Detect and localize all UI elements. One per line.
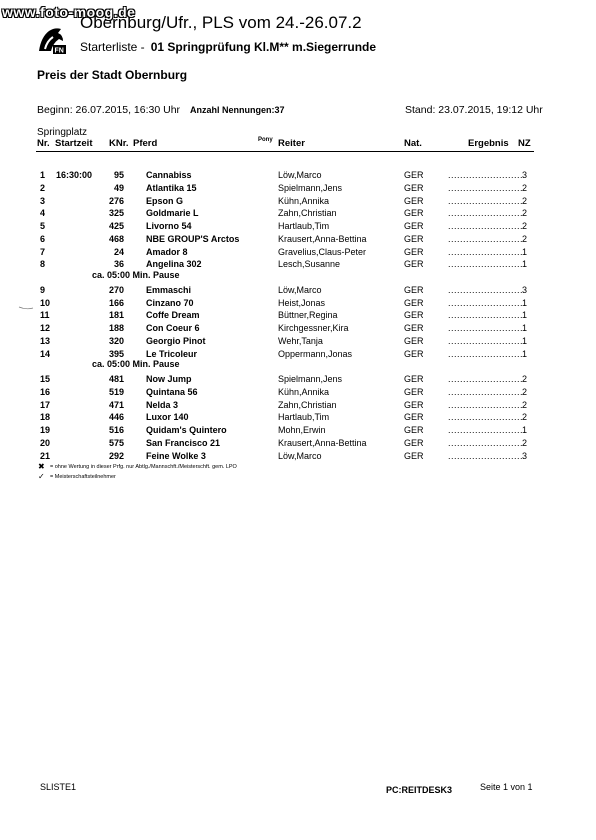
row-rider: Kühn,Annika: [278, 195, 330, 206]
row-horse: Nelda 3: [146, 399, 179, 410]
row-number: 11: [40, 310, 50, 321]
row-horse: Quidam's Quintero: [146, 425, 227, 435]
row-horse: Epson G: [146, 195, 184, 206]
row-horse: Atlantika 15: [146, 182, 197, 193]
table-row: [0, 247, 596, 260]
row-number: 16: [40, 386, 51, 397]
row-horse: Cannabiss: [146, 170, 192, 180]
row-rider: Löw,Marco: [278, 170, 322, 180]
header-divider: [36, 151, 534, 152]
row-horse-number: 395: [108, 348, 124, 359]
row-rider: Oppermann,Jonas: [278, 348, 353, 359]
row-horse-number: 425: [108, 221, 124, 231]
row-horse: Coffe Dream: [146, 310, 200, 321]
row-result: .........................: [448, 233, 524, 244]
row-nz: 3: [522, 450, 528, 461]
row-nation: GER: [404, 348, 424, 359]
row-nation: GER: [404, 374, 424, 384]
table-row: [0, 425, 596, 438]
row-number: 1: [40, 170, 46, 180]
row-result: .........................: [448, 386, 524, 397]
table-row: [0, 310, 596, 323]
row-horse: Con Coeur 6: [146, 323, 200, 333]
row-nation: GER: [404, 323, 424, 333]
row-horse: Georgio Pinot: [146, 335, 206, 346]
row-horse: Emmaschi: [146, 284, 192, 295]
cross-icon: ✖: [38, 462, 45, 471]
table-row: [0, 323, 596, 336]
row-nation: GER: [404, 284, 424, 295]
row-horse: Angelina 302: [146, 259, 202, 270]
row-nz: 2: [522, 386, 528, 397]
row-horse-number: 166: [108, 297, 124, 308]
row-horse-number: 49: [113, 182, 124, 193]
row-rider: Wehr,Tanja: [278, 335, 323, 346]
row-nz: 1: [522, 335, 528, 346]
list-label: Starterliste -: [80, 40, 145, 54]
logo-text: FN: [54, 47, 64, 55]
row-number: 5: [40, 221, 46, 231]
row-nz: 1: [522, 425, 528, 435]
row-rider: Löw,Marco: [278, 450, 322, 461]
row-number: 13: [40, 335, 51, 346]
row-horse: Cinzano 70: [146, 297, 194, 308]
row-nz: 1: [522, 246, 528, 257]
row-result: .........................: [448, 208, 524, 219]
row-horse: Quintana 56: [146, 386, 198, 397]
row-horse: NBE GROUP'S Arctos: [146, 233, 240, 244]
col-header-result: Ergebnis: [468, 138, 509, 149]
row-number: 20: [40, 437, 51, 448]
row-number: 4: [40, 208, 46, 219]
col-header-horse: Pferd: [133, 138, 158, 149]
row-rider: Mohn,Erwin: [278, 425, 326, 435]
table-row: [0, 170, 596, 183]
row-horse: Feine Wolke 3: [146, 450, 206, 461]
row-horse-number: 181: [108, 310, 124, 321]
table-row: [0, 336, 596, 349]
row-number: 15: [40, 374, 51, 384]
row-horse: Le Tricoleur: [146, 348, 198, 359]
table-row: [0, 196, 596, 209]
row-nation: GER: [404, 425, 424, 435]
entries-count: Anzahl Nennungen:37: [190, 105, 285, 115]
row-nz: 1: [522, 310, 528, 321]
row-result: .........................: [448, 195, 524, 206]
table-row: [0, 234, 596, 247]
row-nation: GER: [404, 259, 424, 270]
row-rider: Krausert,Anna-Bettina: [278, 437, 367, 448]
row-horse-number: 516: [108, 425, 124, 435]
table-row: [0, 221, 596, 234]
row-horse-number: 276: [108, 195, 124, 206]
row-nation: GER: [404, 233, 424, 244]
row-horse-number: 519: [108, 386, 124, 397]
row-number: 7: [40, 246, 46, 257]
row-result: .........................: [448, 412, 524, 423]
row-horse-number: 575: [108, 437, 124, 448]
legend-no-rating: [38, 462, 237, 471]
row-nation: GER: [404, 450, 424, 461]
row-nation: GER: [404, 221, 424, 231]
pause-note: ca. 05:00 Min. Pause: [92, 270, 180, 280]
table-row: [0, 438, 596, 451]
table-row: [0, 208, 596, 221]
row-nz: 1: [522, 323, 528, 333]
scan-mark: [18, 306, 34, 310]
row-nz: 2: [522, 399, 528, 410]
row-number: 21: [40, 450, 51, 461]
row-horse-number: 36: [113, 259, 124, 270]
row-horse: Luxor 140: [146, 412, 189, 423]
row-nz: 2: [522, 208, 528, 219]
row-nz: 2: [522, 412, 528, 423]
row-result: .........................: [448, 170, 524, 180]
row-rider: Heist,Jonas: [278, 297, 326, 308]
row-number: 12: [40, 323, 51, 333]
row-nz: 1: [522, 348, 528, 359]
col-header-time: Startzeit: [55, 138, 93, 149]
watermark: www.foto-moog.de: [2, 4, 136, 20]
checkmark-icon: ✓: [38, 472, 45, 481]
row-horse-number: 188: [108, 323, 124, 333]
row-nation: GER: [404, 170, 424, 180]
row-rider: Hartlaub,Tim: [278, 412, 330, 423]
col-header-nat: Nat.: [404, 138, 422, 149]
row-number: 18: [40, 412, 51, 423]
pause-note: ca. 05:00 Min. Pause: [92, 359, 180, 370]
table-row: [0, 400, 596, 413]
event-title: Obernburg/Ufr., PLS vom 24.-26.07.2: [80, 13, 362, 32]
row-nation: GER: [404, 246, 424, 257]
row-nz: 1: [522, 297, 528, 308]
row-result: .........................: [448, 348, 524, 359]
row-horse-number: 292: [108, 450, 124, 461]
row-horse: Livorno 54: [146, 221, 192, 231]
row-horse-number: 446: [108, 412, 124, 423]
competition-title: 01 Springprüfung Kl.M** m.Siegerrunde: [150, 40, 377, 54]
row-number: 3: [40, 195, 46, 206]
table-row: [0, 259, 596, 272]
row-result: .........................: [448, 297, 524, 308]
row-nation: GER: [404, 195, 424, 206]
row-horse: Amador 8: [146, 246, 188, 257]
table-row: [0, 374, 596, 387]
row-nz: 2: [522, 374, 528, 384]
row-nation: GER: [404, 412, 424, 423]
stand-date: Stand: 23.07.2015, 19:12 Uhr: [405, 104, 543, 116]
row-rider: Lesch,Susanne: [278, 259, 341, 270]
row-nz: 2: [522, 437, 528, 448]
row-nation: GER: [404, 182, 424, 193]
row-horse-number: 95: [113, 170, 124, 180]
row-horse-number: 24: [113, 246, 124, 257]
row-rider: Gravelius,Claus-Peter: [278, 246, 367, 257]
row-rider: Büttner,Regina: [278, 310, 338, 321]
table-row: [0, 349, 596, 362]
row-result: .........................: [448, 221, 524, 231]
row-horse-number: 468: [108, 233, 124, 244]
row-rider: Zahn,Christian: [278, 208, 337, 219]
row-result: .........................: [448, 182, 524, 193]
table-row: [0, 387, 596, 400]
table-row: [0, 285, 596, 298]
table-row: [0, 298, 596, 311]
row-result: .........................: [448, 399, 524, 410]
footer-page-number: Seite 1 von 1: [480, 782, 533, 792]
footer-pc-name: PC:REITDESK3: [386, 785, 453, 795]
col-header-rider: Reiter: [278, 138, 305, 149]
row-result: .........................: [448, 425, 524, 435]
row-nation: GER: [404, 208, 424, 219]
row-horse: San Francisco 21: [146, 437, 221, 448]
row-result: .........................: [448, 335, 524, 346]
row-nation: GER: [404, 335, 424, 346]
row-nz: 1: [522, 259, 528, 270]
row-result: .........................: [448, 246, 524, 257]
row-nation: GER: [404, 310, 424, 321]
col-header-nr: Nr.: [37, 138, 50, 149]
row-rider: Spielmann,Jens: [278, 182, 343, 193]
row-result: .........................: [448, 374, 524, 384]
row-number: 2: [40, 182, 46, 193]
list-title: [80, 40, 376, 54]
row-result: .........................: [448, 284, 524, 295]
row-nz: 2: [522, 233, 528, 244]
footer-list-id: SLISTE1: [40, 782, 77, 792]
venue-label: Springplatz: [37, 127, 88, 138]
col-header-knr: KNr.: [109, 138, 129, 149]
row-result: .........................: [448, 310, 524, 321]
row-result: .........................: [448, 323, 524, 333]
row-result: .........................: [448, 437, 524, 448]
row-horse-number: 325: [108, 208, 124, 219]
row-horse-number: 481: [108, 374, 124, 384]
row-rider: Krausert,Anna-Bettina: [278, 233, 367, 244]
row-nz: 3: [522, 170, 528, 180]
legend-championship-text: = Meisterschaftsteilnehmer: [50, 473, 116, 480]
row-result: .........................: [448, 259, 524, 270]
table-row: [0, 183, 596, 196]
row-nation: GER: [404, 437, 424, 448]
row-horse-number: 471: [108, 399, 124, 410]
col-header-nz: NZ: [518, 138, 531, 149]
row-horse: Goldmarie L: [146, 208, 199, 219]
row-nz: 2: [522, 182, 528, 193]
row-nz: 3: [522, 284, 528, 295]
row-number: 19: [40, 425, 51, 435]
row-nation: GER: [404, 297, 424, 308]
row-nation: GER: [404, 386, 424, 397]
row-nz: 2: [522, 221, 528, 231]
legend-championship: [38, 472, 116, 481]
fn-horse-logo-icon: [37, 23, 67, 55]
row-number: 8: [40, 259, 46, 270]
row-rider: Löw,Marco: [278, 284, 322, 295]
row-number: 6: [40, 233, 46, 244]
row-start-time: 16:30:00: [56, 170, 93, 180]
row-rider: Zahn,Christian: [278, 399, 337, 410]
row-rider: Spielmann,Jens: [278, 374, 343, 384]
row-rider: Kirchgessner,Kira: [278, 323, 349, 333]
table-row: [0, 412, 596, 425]
row-number: 10: [40, 297, 51, 308]
row-number: 9: [40, 284, 46, 295]
prize-title: Preis der Stadt Obernburg: [37, 68, 188, 82]
row-rider: Hartlaub,Tim: [278, 221, 330, 231]
col-header-pony: Pony: [258, 137, 273, 143]
row-number: 17: [40, 399, 51, 410]
row-rider: Kühn,Annika: [278, 386, 330, 397]
row-number: 14: [40, 348, 51, 359]
row-horse: Now Jump: [146, 374, 192, 384]
row-nation: GER: [404, 399, 424, 410]
row-nz: 2: [522, 195, 528, 206]
row-horse-number: 320: [108, 335, 124, 346]
legend-no-rating-text: = ohne Wertung in dieser Prfg. nur Abtlg./Mannschft./Meisterschft. gem. LPO: [50, 463, 237, 470]
start-time: Beginn: 26.07.2015, 16:30 Uhr: [37, 104, 181, 116]
row-result: .........................: [448, 450, 524, 461]
row-horse-number: 270: [108, 284, 124, 295]
